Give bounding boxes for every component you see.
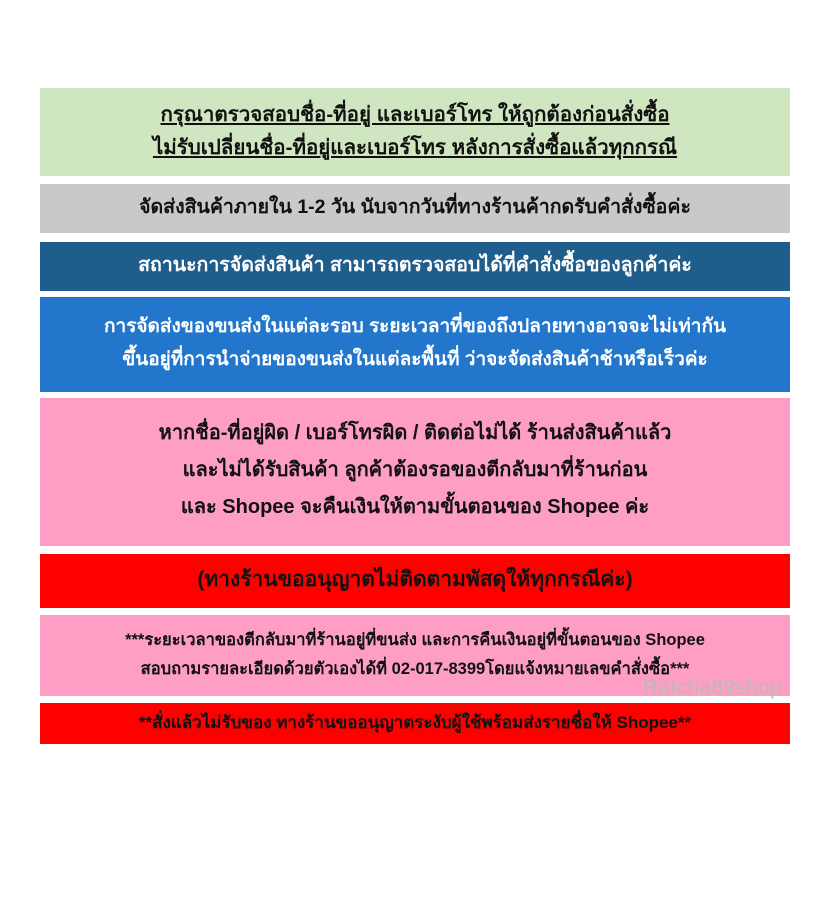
shop-watermark: Ratcha89shop	[642, 676, 782, 699]
notice-line: จัดส่งสินค้าภายใน 1-2 วัน นับจากวันที่ทางร้านค้ากดรับคำสั่งซื้อค่ะ	[139, 196, 691, 219]
notice-line: และไม่ได้รับสินค้า ลูกค้าต้องรอของตีกลับมาที่ร้านก่อน	[182, 459, 648, 482]
notice-line: และ Shopee จะคืนเงินให้ตามขั้นตอนของ Shopee ค่ะ	[180, 496, 650, 519]
band-wrong-address-policy	[40, 398, 790, 546]
notice-line: ***ระยะเวลาของตีกลับมาที่ร้านอยู่ที่ขนส่ง และการคืนเงินอยู่ที่ขั้นตอนของ Shopee	[125, 630, 705, 649]
band-blacklist-warning	[40, 703, 790, 745]
band-tracking-status-notice	[40, 242, 790, 291]
notice-line: กรุณาตรวจสอบชื่อ-ที่อยู่ และเบอร์โทร ให้ถูกต้องก่อนสั่งซื้อ	[160, 103, 670, 126]
band-courier-delay-notice	[40, 297, 790, 393]
notice-poster	[0, 88, 830, 918]
notice-line: ขึ้นอยู่ที่การนำจ่ายของขนส่งในแต่ละพื้นที่ ว่าจะจัดส่งสินค้าช้าหรือเร็วค่ะ	[122, 349, 708, 371]
notice-line: สถานะการจัดส่งสินค้า สามารถตรวจสอบได้ที่คำสั่งซื้อของลูกค้าค่ะ	[138, 253, 692, 276]
band-shipping-time-notice	[40, 184, 790, 232]
notice-line: สอบถามรายละเอียดด้วยตัวเองได้ที่ 02-017-8399โดยแจ้งหมายเลขคำสั่งซื้อ***	[140, 659, 690, 678]
band-refund-contact-notice	[40, 615, 790, 696]
notice-line: **สั่งแล้วไม่รับของ ทางร้านขออนุญาตระงับผู้ใช้พร้อมส่งรายชื่อให้ Shopee**	[138, 712, 692, 732]
notice-line: (ทางร้านขออนุญาตไม่ติดตามพัสดุให้ทุกกรณีค่ะ)	[197, 568, 633, 592]
notice-line: การจัดส่งของขนส่งในแต่ละรอบ ระยะเวลาที่ของถึงปลายทางอาจจะไม่เท่ากัน	[104, 315, 726, 337]
band-verify-address-notice	[40, 88, 790, 176]
notice-line: หากชื่อ-ที่อยู่ผิด / เบอร์โทรผิด / ติดต่อไม่ได้ ร้านส่งสินค้าแล้ว	[158, 422, 672, 445]
band-no-parcel-tracking-notice	[40, 554, 790, 608]
notice-line: ไม่รับเปลี่ยนชื่อ-ที่อยู่และเบอร์โทร หลังการสั่งซื้อแล้วทุกกรณี	[152, 136, 678, 160]
